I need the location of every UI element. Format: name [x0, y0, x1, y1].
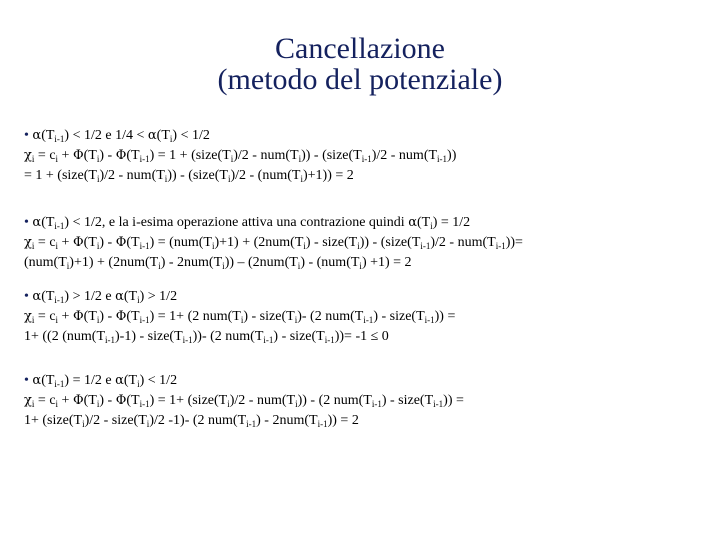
formula-line-2: = $1 + (size(T_i)/2 - num(T_i))$ - $(size(T_i)/2 - (num(T_i)+1)) = 2$ [24, 168, 354, 184]
case-condition [24, 287, 704, 307]
formula-line-2: $(num(T_i)+1) + (2num(T_i) - 2num(T_i)) - (2num(T_i) - (num(T_i) +1) = 2$ [24, 255, 412, 271]
case-block-1 [24, 126, 704, 186]
bullet-icon: • [24, 128, 33, 143]
title-line-2: (metodo del potenziale) [217, 63, 503, 96]
condition-text: $\alpha(T_{i-1}) < 1/2$, e la i-esima operazione attiva una contrazione quindi $\alpha(T_i) = 1/2$ [32, 215, 471, 231]
case-condition [24, 126, 704, 146]
condition-text: $\alpha(T_{i-1}) > 1/2$ e $\alpha(T_i) > 1/2$ [32, 289, 178, 305]
formula-line-1: $\chi_i = c_i + \Phi(T_i) - \Phi(T_{i-1}) = 1+ (2$ $num(T_i)$ - $size(T_i)-$ (2 $num(T_{i-1})$ - $size(T_{i-1})$) = [24, 309, 456, 325]
case-condition [24, 213, 704, 233]
case-block-4 [24, 371, 704, 431]
bullet-icon: • [24, 289, 33, 304]
formula-line-2: $1+ (size(T_i)/2$ - $size(T_i)/2$ -1)- (2 $num(T_{i-1}) - 2num(T_{i-1})) = 2$ [24, 413, 359, 429]
case-block-2 [24, 213, 704, 273]
case-condition [24, 371, 704, 391]
formula-line-1: $\chi_i = c_i + \Phi(T_i) - \Phi(T_{i-1}) = 1+$ $(size(T_i)/2 - num(T_i)) - (2$ $num(T_{i-1})$ - $size(T_{i-1})$) = [24, 393, 464, 409]
title-line-1: Cancellazione [275, 32, 445, 65]
case-block-3 [24, 287, 704, 347]
formula-line-2: 1+ ((2 $(num(T_{i-1})-1)$ - $size(T_{i-1}))-$ (2 $num(T_{i-1})$ - $size(T_{i-1}))= -1 \le 0$ [24, 329, 389, 345]
slide-title [100, 33, 620, 95]
condition-text: $\alpha(T_{i-1}) = 1/2$ e $\alpha(T_i) < 1/2$ [32, 373, 178, 389]
condition-text: $\alpha(T_{i-1}) < 1/2$ e $1/4 < \alpha(T_i) < 1/2$ [32, 128, 210, 144]
bullet-icon: • [24, 373, 33, 388]
bullet-icon: • [24, 215, 33, 230]
formula-line-1: $\chi_i = c_i + \Phi(T_i) - \Phi(T_{i-1}) = 1$ + $(size(T_i)/2 - num(T_i))$ - $(size(T_{i-1})/2 - num(T_{i-1}))$ [24, 148, 457, 164]
formula-line-1: $\chi_i = c_i + \Phi(T_i) - \Phi(T_{i-1}) = (num(T_i)+1) + (2num(T_i)$ - $size(T_i)$) - $(size(T_{i-1})/2 - num(T_{i-1}))=$ [24, 235, 523, 251]
